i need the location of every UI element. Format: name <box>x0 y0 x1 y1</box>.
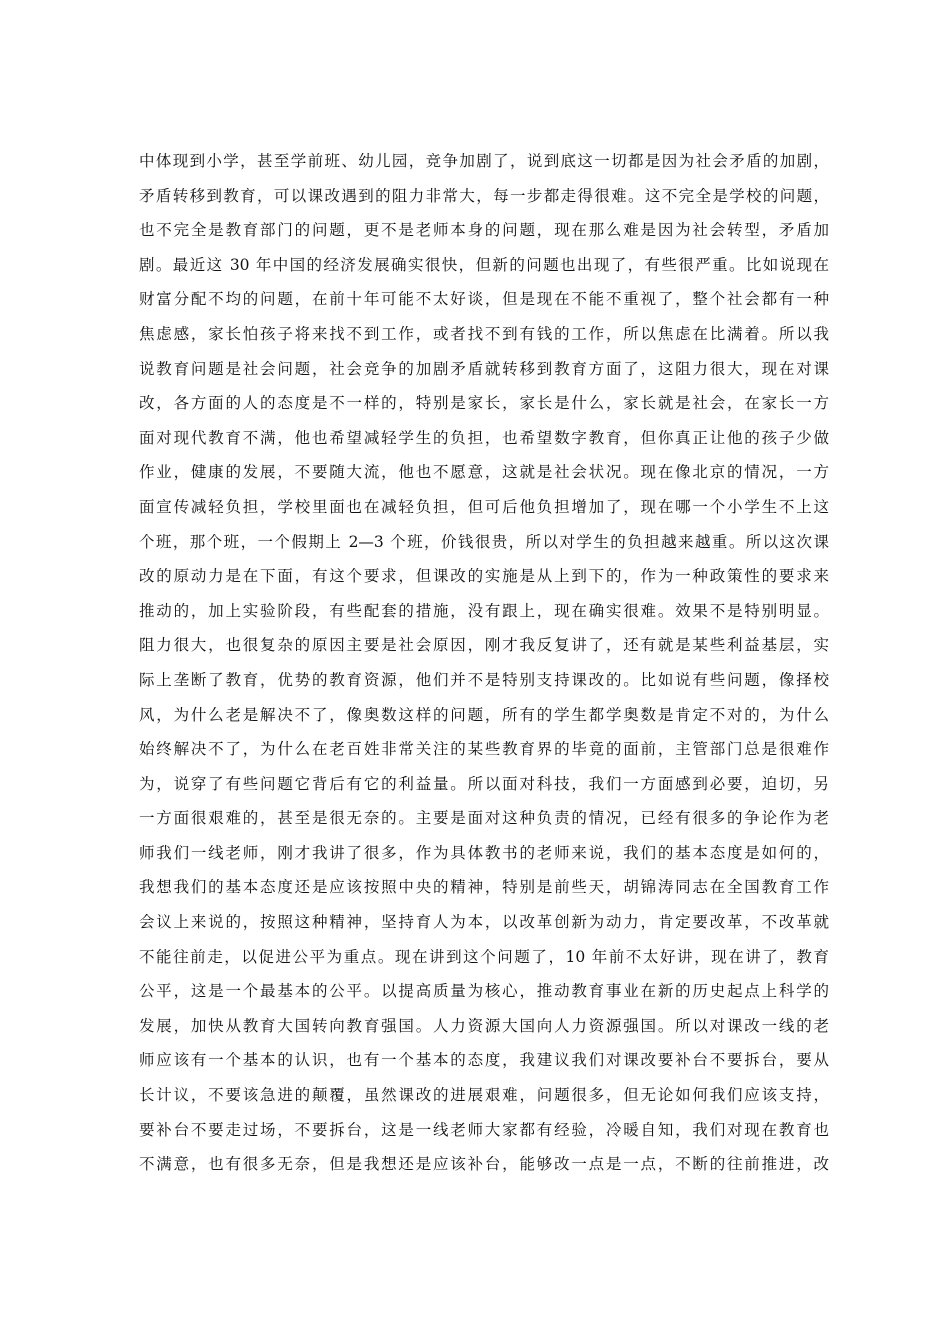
text-line: 剧。最近这 30 年中国的经济发展确实很快，但新的问题也出现了，有些很严重。比如说现在 <box>139 255 829 274</box>
text-line: 为，说穿了有些问题它背后有它的利益量。所以面对科技，我们一方面感到必要，迫切，另 <box>139 774 829 793</box>
text-line: 说教育问题是社会问题，社会竞争的加剧矛盾就转移到教育方面了，这阻力很大，现在对课 <box>139 359 829 378</box>
text-line: 中体现到小学，甚至学前班、幼儿园，竞争加剧了，说到底这一切都是因为社会矛盾的加剧， <box>139 152 829 170</box>
text-line: 我想我们的基本态度还是应该按照中央的精神，特别是前些天，胡锦涛同志在全国教育工作 <box>139 878 829 897</box>
text-line: 作业，健康的发展，不要随大流，他也不愿意，这就是社会状况。现在像北京的情况，一方 <box>139 463 829 482</box>
text-line: 一方面很艰难的，甚至是很无奈的。主要是面对这种负责的情况，已经有很多的争论作为老 <box>139 809 829 828</box>
text-line: 改，各方面的人的态度是不一样的，特别是家长，家长是什么，家长就是社会，在家长一方 <box>139 394 829 413</box>
text-line: 风，为什么老是解决不了，像奥数这样的问题，所有的学生都学奥数是肯定不对的，为什么 <box>139 705 829 724</box>
text-line: 会议上来说的，按照这种精神，坚持育人为本，以改革创新为动力，肯定要改革，不改革就 <box>139 913 829 932</box>
text-line: 个班，那个班，一个假期上 2—3 个班，价钱很贵，所以对学生的负担越来越重。所以这次课 <box>139 532 829 551</box>
text-line: 不满意，也有很多无奈，但是我想还是应该补台，能够改一点是一点，不断的往前推进，改 <box>139 1155 829 1174</box>
text-line: 面对现代教育不满，他也希望减轻学生的负担，也希望数字教育，但你真正让他的孩子少做 <box>139 428 829 447</box>
text-line: 师应该有一个基本的认识，也有一个基本的态度，我建议我们对课改要补台不要拆台，要从 <box>139 1051 829 1070</box>
text-line: 也不完全是教育部门的问题，更不是老师本身的问题，现在那么难是因为社会转型，矛盾加 <box>139 221 829 240</box>
text-line: 发展，加快从教育大国转向教育强国。人力资源大国向人力资源强国。所以对课改一线的老 <box>139 1016 829 1035</box>
text-line: 不能往前走，以促进公平为重点。现在讲到这个问题了，10 年前不太好讲，现在讲了，教育 <box>139 947 829 966</box>
body-text <box>139 144 829 1182</box>
text-line: 矛盾转移到教育，可以课改遇到的阻力非常大，每一步都走得很难。这不完全是学校的问题， <box>139 186 829 205</box>
text-line: 师我们一线老师，刚才我讲了很多，作为具体教书的老师来说，我们的基本态度是如何的， <box>139 843 829 862</box>
text-line: 焦虑感，家长怕孩子将来找不到工作，或者找不到有钱的工作，所以焦虑在比满着。所以我 <box>139 324 829 343</box>
text-line: 改的原动力是在下面，有这个要求，但课改的实施是从上到下的，作为一种政策性的要求来 <box>139 567 829 586</box>
text-line: 财富分配不均的问题，在前十年可能不太好谈，但是现在不能不重视了，整个社会都有一种 <box>139 290 829 309</box>
text-line: 推动的，加上实验阶段，有些配套的措施，没有跟上，现在确实很难。效果不是特别明显。 <box>139 601 829 620</box>
text-line: 长计议，不要该急进的颠覆，虽然课改的进展艰难，问题很多，但无论如何我们应该支持， <box>139 1086 829 1105</box>
text-line: 面宣传减轻负担，学校里面也在减轻负担，但可后他负担增加了，现在哪一个小学生不上这 <box>139 497 829 516</box>
text-line: 际上垄断了教育，优势的教育资源，他们并不是特别支持课改的。比如说有些问题，像择校 <box>139 670 829 689</box>
text-line: 公平，这是一个最基本的公平。以提高质量为核心，推动教育事业在新的历史起点上科学的 <box>139 982 829 1001</box>
text-line: 要补台不要走过场，不要拆台，这是一线老师大家都有经验，冷暖自知，我们对现在教育也 <box>139 1120 829 1139</box>
text-line: 阻力很大，也很复杂的原因主要是社会原因，刚才我反复讲了，还有就是某些利益基层，实 <box>139 636 829 655</box>
text-line: 始终解决不了，为什么在老百姓非常关注的某些教育界的毕竟的面前，主管部门总是很难作 <box>139 740 829 759</box>
